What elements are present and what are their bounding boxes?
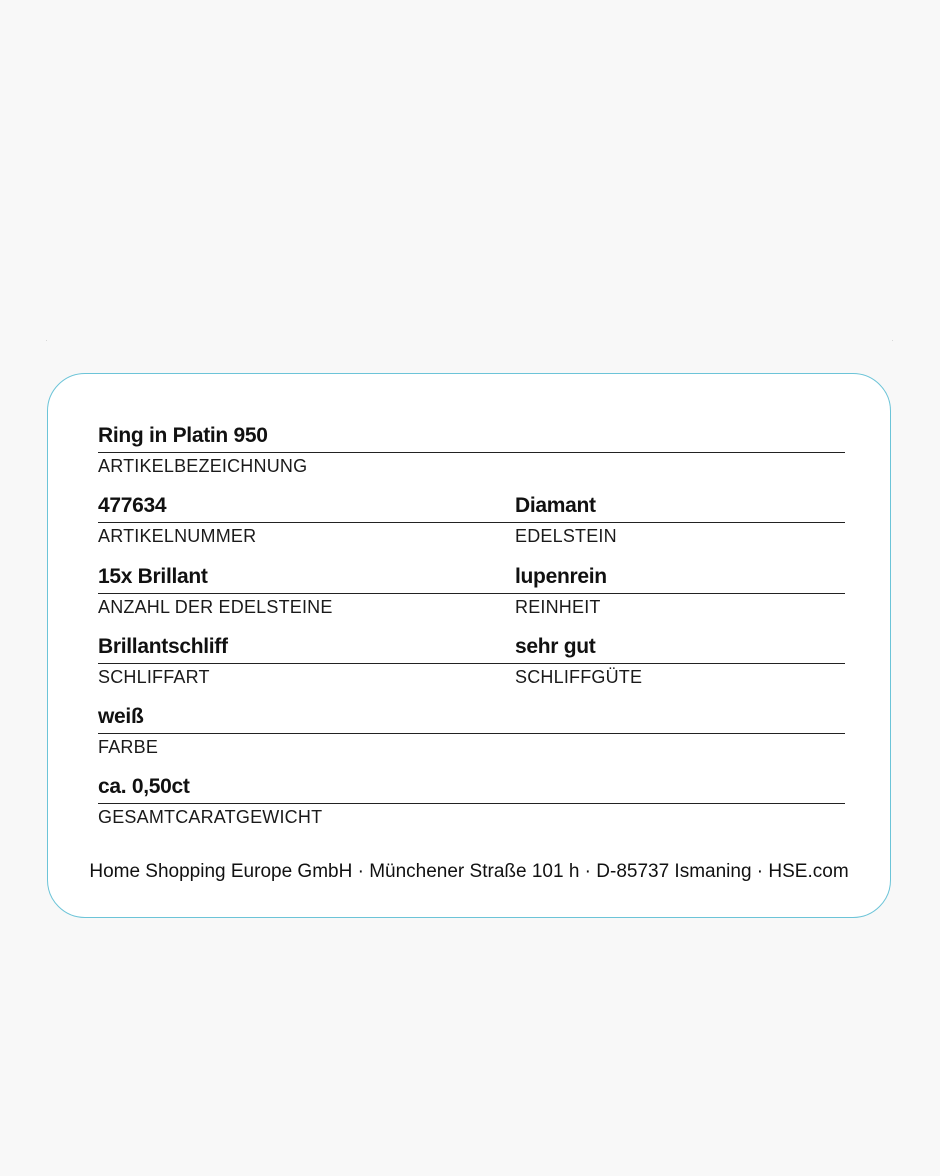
field-divider — [98, 452, 845, 453]
gesamtcaratgewicht-value: ca. 0,50ct — [98, 775, 190, 798]
schliffguete-label: SCHLIFFGÜTE — [515, 667, 643, 687]
anzahl-value: 15x Brillant — [98, 565, 208, 588]
field-divider — [98, 593, 515, 594]
artikelnummer-value: 477634 — [98, 494, 167, 517]
certificate-card — [47, 373, 891, 918]
farbe-value: weiß — [98, 705, 144, 728]
artikelbezeichnung-value: Ring in Platin 950 — [98, 424, 268, 447]
edelstein-value: Diamant — [515, 494, 596, 517]
artikelnummer-label: ARTIKELNUMMER — [98, 526, 257, 546]
field-divider — [98, 663, 515, 664]
corner-mark-left — [46, 340, 47, 341]
anzahl-label: ANZAHL DER EDELSTEINE — [98, 597, 333, 617]
field-divider — [515, 663, 845, 664]
field-divider — [98, 522, 515, 523]
schliffart-label: SCHLIFFART — [98, 667, 210, 687]
schliffart-value: Brillantschliff — [98, 635, 228, 658]
reinheit-value: lupenrein — [515, 565, 607, 588]
gesamtcaratgewicht-label: GESAMTCARATGEWICHT — [98, 807, 323, 827]
company-footer: Home Shopping Europe GmbH · Münchener Straße 101 h · D-85737 Ismaning · HSE.com — [89, 861, 849, 882]
field-divider — [98, 733, 845, 734]
field-divider — [515, 593, 845, 594]
artikelbezeichnung-label: ARTIKELBEZEICHNUNG — [98, 456, 308, 476]
edelstein-label: EDELSTEIN — [515, 526, 617, 546]
field-divider — [98, 803, 845, 804]
field-divider — [515, 522, 845, 523]
reinheit-label: REINHEIT — [515, 597, 601, 617]
farbe-label: FARBE — [98, 737, 159, 757]
schliffguete-value: sehr gut — [515, 635, 596, 658]
corner-mark-right — [892, 340, 893, 341]
